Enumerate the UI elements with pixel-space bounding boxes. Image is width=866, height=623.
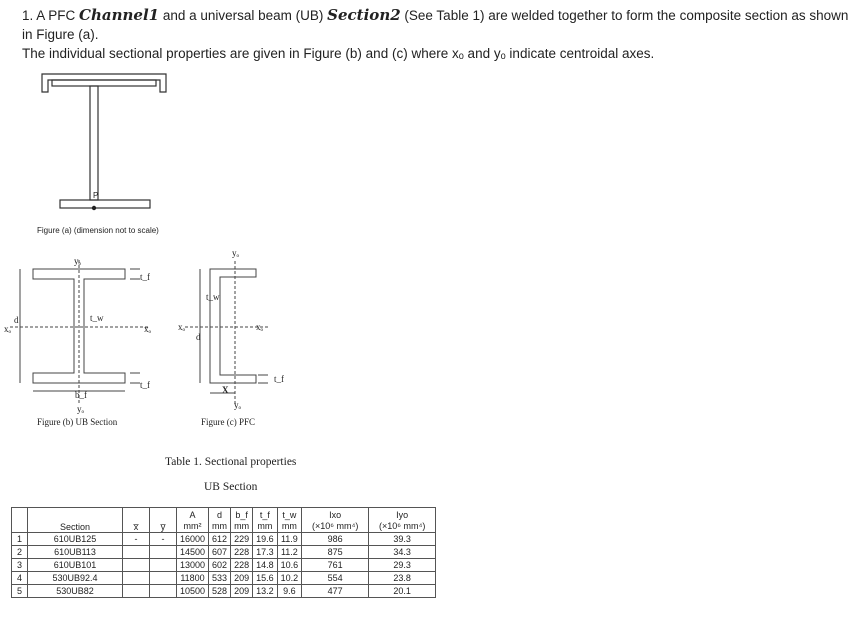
row-tw: 11.2 bbox=[277, 546, 302, 559]
table-row bbox=[12, 585, 436, 598]
row-no: 5 bbox=[12, 585, 28, 598]
figure-b-caption: Figure (b) UB Section bbox=[37, 417, 118, 427]
row-tw: 9.6 bbox=[277, 585, 302, 598]
row-tf: 13.2 bbox=[253, 585, 278, 598]
row-section: 530UB82 bbox=[28, 585, 123, 598]
header-bf: b_f bbox=[231, 508, 253, 521]
unit-tf: mm bbox=[253, 520, 278, 533]
row-a: 13000 bbox=[177, 559, 209, 572]
figure-c-tf: t_f bbox=[274, 374, 284, 384]
row-no: 3 bbox=[12, 559, 28, 572]
row-no: 1 bbox=[12, 533, 28, 546]
figure-c-xbar: X bbox=[222, 385, 229, 395]
table-subtitle: UB Section bbox=[204, 481, 258, 493]
header-ybar: y̅ bbox=[150, 508, 177, 533]
row-tf: 14.8 bbox=[253, 559, 278, 572]
row-ybar bbox=[150, 572, 177, 585]
question-mid1: and a universal beam (UB) bbox=[159, 8, 328, 23]
row-a: 10500 bbox=[177, 585, 209, 598]
row-tf: 19.6 bbox=[253, 533, 278, 546]
unit-ixo: (×10⁶ mm⁴) bbox=[302, 520, 369, 533]
figure-b-tf-top: t_f bbox=[140, 272, 150, 282]
row-iyo: 29.3 bbox=[369, 559, 436, 572]
table-row bbox=[12, 559, 436, 572]
unit-tw: mm bbox=[277, 520, 302, 533]
figure-c-xo-right: xₒ bbox=[256, 322, 264, 332]
row-tw: 11.9 bbox=[277, 533, 302, 546]
figure-b-tw: t_w bbox=[90, 313, 104, 323]
header-a: A bbox=[177, 508, 209, 521]
row-section: 610UB113 bbox=[28, 546, 123, 559]
question-prefix: 1. A PFC bbox=[22, 8, 80, 23]
question-mid2: (See Table 1) are welded together to form the composite section as shown in Figure (a). bbox=[22, 8, 849, 42]
row-bf: 209 bbox=[231, 585, 253, 598]
header-tw: t_w bbox=[277, 508, 302, 521]
header-section: Section bbox=[28, 508, 123, 533]
question-line-2: The individual sectional properties are given in Figure (b) and (c) where xₒ and yₒ indicate centroidal axes. bbox=[22, 46, 655, 61]
row-ixo: 477 bbox=[302, 585, 369, 598]
table-row bbox=[12, 533, 436, 546]
row-ixo: 875 bbox=[302, 546, 369, 559]
row-no: 4 bbox=[12, 572, 28, 585]
header-d: d bbox=[209, 508, 231, 521]
figure-a-caption: Figure (a) (dimension not to scale) bbox=[37, 226, 159, 235]
sectional-properties-table bbox=[11, 507, 436, 598]
figure-b-xo-left: xₒ bbox=[4, 324, 12, 334]
row-a: 14500 bbox=[177, 546, 209, 559]
row-bf: 229 bbox=[231, 533, 253, 546]
figure-b-yo-top: yₒ bbox=[74, 256, 82, 266]
row-d: 528 bbox=[209, 585, 231, 598]
point-p-label: P bbox=[93, 191, 99, 200]
row-tf: 17.3 bbox=[253, 546, 278, 559]
row-ixo: 554 bbox=[302, 572, 369, 585]
point-p bbox=[92, 206, 96, 210]
table-header-row bbox=[12, 508, 436, 521]
unit-d: mm bbox=[209, 520, 231, 533]
row-bf: 209 bbox=[231, 572, 253, 585]
row-xbar: - bbox=[123, 533, 150, 546]
row-tf: 15.6 bbox=[253, 572, 278, 585]
row-ybar bbox=[150, 559, 177, 572]
row-bf: 228 bbox=[231, 559, 253, 572]
row-xbar bbox=[123, 546, 150, 559]
unit-a: mm² bbox=[177, 520, 209, 533]
row-section: 610UB125 bbox=[28, 533, 123, 546]
figure-b-bf: b_f bbox=[75, 390, 87, 400]
row-iyo: 34.3 bbox=[369, 546, 436, 559]
ub-web bbox=[90, 86, 98, 200]
row-d: 612 bbox=[209, 533, 231, 546]
row-iyo: 20.1 bbox=[369, 585, 436, 598]
question-line-1 bbox=[22, 6, 862, 44]
row-xbar bbox=[123, 585, 150, 598]
row-ybar bbox=[150, 585, 177, 598]
figure-c-d: d bbox=[196, 332, 201, 342]
table-row bbox=[12, 546, 436, 559]
row-section: 530UB92.4 bbox=[28, 572, 123, 585]
figure-a-composite bbox=[30, 68, 180, 218]
row-ixo: 986 bbox=[302, 533, 369, 546]
row-d: 607 bbox=[209, 546, 231, 559]
section-variable: Section2 bbox=[327, 6, 401, 24]
header-xbar: x̅ bbox=[123, 508, 150, 533]
pfc-outline bbox=[210, 269, 256, 383]
row-iyo: 23.8 bbox=[369, 572, 436, 585]
row-ixo: 761 bbox=[302, 559, 369, 572]
ub-top-flange bbox=[52, 80, 156, 86]
figure-c-xo-left: xₒ bbox=[178, 322, 186, 332]
figure-b-tf-bot: t_f bbox=[140, 380, 150, 390]
figure-b-xo-right: xₒ bbox=[144, 324, 152, 334]
row-xbar bbox=[123, 572, 150, 585]
table-row bbox=[12, 572, 436, 585]
row-iyo: 39.3 bbox=[369, 533, 436, 546]
row-tw: 10.2 bbox=[277, 572, 302, 585]
figure-c-caption: Figure (c) PFC bbox=[201, 417, 255, 427]
figure-c-tw: t_w bbox=[206, 292, 220, 302]
ub-bottom-flange bbox=[60, 200, 150, 208]
pfc-shape bbox=[42, 74, 166, 92]
figure-c-yo-top: yₒ bbox=[232, 248, 240, 258]
row-a: 11800 bbox=[177, 572, 209, 585]
row-d: 533 bbox=[209, 572, 231, 585]
unit-iyo: (×10⁶ mm⁴) bbox=[369, 520, 436, 533]
row-ybar bbox=[150, 546, 177, 559]
row-d: 602 bbox=[209, 559, 231, 572]
row-ybar: - bbox=[150, 533, 177, 546]
table-title: Table 1. Sectional properties bbox=[165, 456, 297, 468]
row-bf: 228 bbox=[231, 546, 253, 559]
figure-b-d: d bbox=[14, 315, 19, 325]
header-ixo: Ixo bbox=[302, 508, 369, 521]
unit-bf: mm bbox=[231, 520, 253, 533]
header-tf: t_f bbox=[253, 508, 278, 521]
row-section: 610UB101 bbox=[28, 559, 123, 572]
row-no: 2 bbox=[12, 546, 28, 559]
question-text bbox=[22, 6, 862, 63]
header-iyo: Iyo bbox=[369, 508, 436, 521]
figure-c-yo-bot: yₒ bbox=[234, 400, 242, 410]
channel-variable: Channel1 bbox=[79, 6, 160, 24]
row-tw: 10.6 bbox=[277, 559, 302, 572]
figure-c-pfc bbox=[170, 255, 290, 415]
row-xbar bbox=[123, 559, 150, 572]
figure-b-yo-bot: yₒ bbox=[77, 404, 85, 414]
row-a: 16000 bbox=[177, 533, 209, 546]
